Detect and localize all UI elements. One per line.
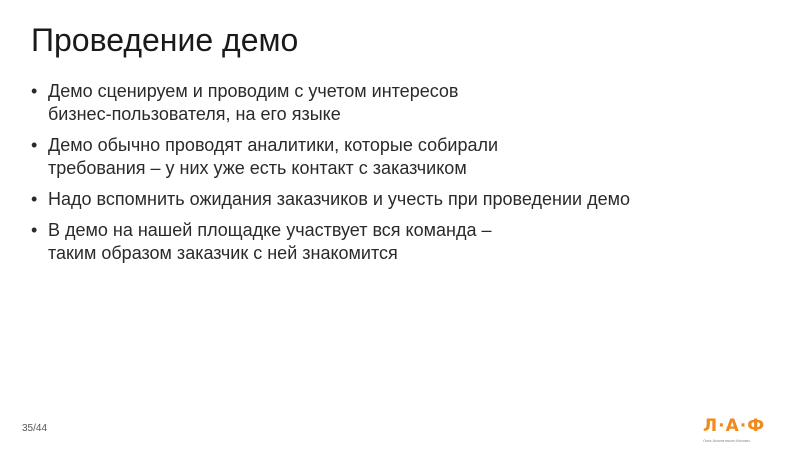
- bullet-marker: •: [31, 220, 38, 240]
- logo-caption: Лига Аналитиков Москвы: [703, 438, 750, 443]
- slide-title: Проведение демо: [31, 22, 299, 58]
- logo-mark: Л·А·Ф: [703, 416, 766, 436]
- bullet-item: [31, 188, 751, 211]
- bullet-text-line: Надо вспомнить ожидания заказчиков и учесть при проведении демо: [48, 189, 630, 209]
- bullet-item: [31, 219, 751, 265]
- laf-logo: [703, 418, 779, 444]
- bullet-text-line: таким образом заказчик с ней знакомится: [48, 243, 398, 263]
- bullet-text-line: Демо сценируем и проводим с учетом интересов: [48, 81, 459, 101]
- bullet-marker: •: [31, 189, 38, 209]
- bullet-text-line: Демо обычно проводят аналитики, которые собирали: [48, 135, 499, 155]
- page-number: 35/44: [22, 423, 48, 434]
- bullet-marker: •: [31, 135, 38, 155]
- bullet-text-line: бизнес-пользователя, на его языке: [48, 104, 341, 124]
- bullet-marker: •: [31, 81, 38, 101]
- bullet-item: [31, 80, 751, 126]
- bullet-list: [31, 80, 751, 273]
- bullet-text-line: В демо на нашей площадке участвует вся команда –: [48, 220, 492, 240]
- bullet-text-line: требования – у них уже есть контакт с заказчиком: [48, 158, 467, 178]
- bullet-item: [31, 134, 751, 180]
